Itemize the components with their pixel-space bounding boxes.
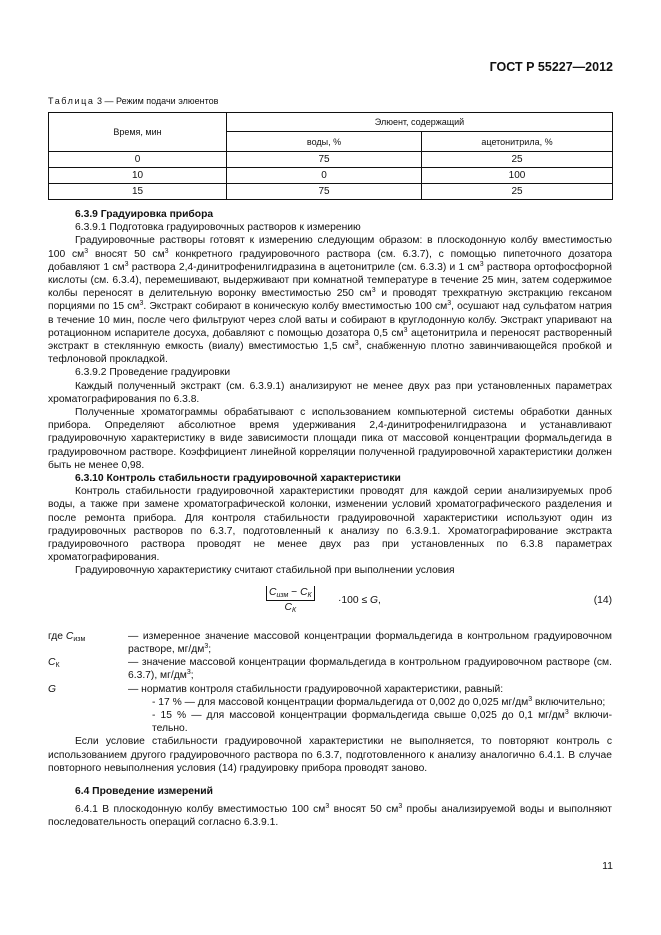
- page-number: 11: [602, 860, 613, 872]
- paragraph-chromatogram-processing: Полученные хроматограммы обрабатывают с использованием компьютерной системы обработки данных прибора. Определяют абсолютное время удерживания 2,4-динитрофенилгидразона и устанавливают градуировочную характеристику в виде зависимости площади пика от массовой концентрации формальдегида в градуировочном растворе. Коэффициент линейной корреляции полученной градуировочной характеристики должен быть не менее 0,98.: [48, 407, 612, 471]
- cell-acetonitrile: 25: [422, 152, 613, 168]
- table-header-row: [49, 113, 613, 132]
- header-water: воды, %: [227, 132, 422, 152]
- formula-denominator: $C_К$: [284, 601, 297, 614]
- table-row: [49, 168, 613, 184]
- cell-water: 75: [227, 152, 422, 168]
- definition-g: G — норматив контроля стабильности градуировочной характеристики, равный:: [48, 683, 504, 695]
- header-time: Время, мин: [49, 113, 227, 152]
- paragraph-repeat-control: Если условие стабильности градуировочной характеристики не выполняется, то повторяют контроль с использованием другого градуировочного раствора по 6.3.7, подготовленного к анализу аналогично 6.4.1. В случае повторного невыполнения условия (14) градуировку прибора проводят заново.: [48, 736, 612, 774]
- section-heading-6-3-9: 6.3.9 Градуировка прибора: [75, 209, 214, 220]
- table-caption-text: 3 — Режим подачи элюентов: [94, 96, 219, 106]
- section-heading-6-4: 6.4 Проведение измерений: [75, 785, 213, 797]
- header-eluent-group: Элюент, содержащий: [227, 113, 613, 132]
- definition-g-item-1: - 17 % — для массовой концентрации формальдегида от 0,002 до 0,025 $мг/дм^3$ включительно;: [152, 695, 606, 708]
- formula-fraction: [266, 586, 315, 615]
- cell-time: 15: [49, 184, 227, 200]
- definition-c-k: $C_К$ — значение массовой концентрации формальдегида в контрольном градуировочном растворе (см. 6.3.7), $мг/дм^3$;: [48, 657, 612, 682]
- paragraph-6-4-1: 6.4.1 В плоскодонную колбу вместимостью 100 $см^3$ вносят 50 $см^3$ пробы анализируемой воды и выполняют последовательность операций согласно 6.3.9.1.: [48, 803, 612, 829]
- body-text: [48, 208, 612, 830]
- paragraph-stability-control: Контроль стабильности градуировочной характеристики проводят для каждой серии анализируемых проб воды, а также при замене хроматографической колонки, изменении условий хроматографического разделения и после ремонта прибора. Для контроля стабильности градуировочной характеристики используют один из градуировочных растворов по 6.3.7, подготовленный к анализу по 6.3.9.1. Хроматографирование экстракта градуировочного раствора проводят не менее двух раз при установленных по 6.3.8 параметрах хроматографирования.: [48, 486, 612, 564]
- formula-numerator: $C_{изм} - C_К$: [266, 586, 315, 601]
- table-caption: [48, 96, 218, 106]
- document-code: ГОСТ Р 55227—2012: [489, 60, 613, 74]
- formula-condition: ·100 ≤ G,: [338, 594, 381, 606]
- eluent-table: [48, 112, 613, 200]
- formula-number: (14): [593, 594, 612, 606]
- definition-c-izm: где $C_{изм}$ — измеренное значение массовой концентрации формальдегида в контрольном градуировочном растворе, $мг/дм^3$;: [48, 630, 612, 655]
- paragraph-6-3-9-1-title: 6.3.9.1 Подготовка градуировочных растворов к измерению: [75, 222, 361, 234]
- cell-acetonitrile: 25: [422, 184, 613, 200]
- paragraph-extract-analysis: Каждый полученный экстракт (см. 6.3.9.1) анализируют не менее двух раз при установленных параметрах хроматографирования по 6.3.8.: [48, 380, 612, 405]
- table-row: [49, 184, 613, 200]
- cell-water: 0: [227, 168, 422, 184]
- cell-water: 75: [227, 184, 422, 200]
- table-row: [49, 152, 613, 168]
- section-heading-6-3-10: 6.3.10 Контроль стабильности градуировочной характеристики: [75, 473, 401, 485]
- cell-time: 0: [49, 152, 227, 168]
- formula-definitions: [48, 630, 612, 736]
- paragraph-6-3-9-2-title: 6.3.9.2 Проведение градуировки: [75, 367, 231, 379]
- paragraph-calibration-preparation: Градуировочные растворы готовят к измерению следующим образом: в плоскодонную колбу вместимостью 100 $см^3$ вносят 50 $см^3$ конкретного градуировочного раствора (см. 6.3.7), с помощью пипеточного дозатора добавляют 1 $см^3$ раствора 2,4-динитрофенилгидразина в ацетонитриле (см. 6.3.3) и 1 $см^3$ раствора ортофосфорной кислоты (см. 6.3.4), перемешивают, выдерживают при комнатной температуре в течение 25 мин, затем содержимое колбы переносят в делительную воронку вместимостью 250 $см^3$ и проводят трехкратную экстракцию гексаном порциями по 15 $см^3$. Экстракт собирают в коническую колбу вместимостью 100 $см^3$, осушают над сульфатом натрия в течение 10 мин, после чего фильтруют через слой ваты и собирают в круглодонную колбу. Экстракт упаривают на ротационном испарителе досуха, добавляют с помощью дозатора 0,5 $см^3$ ацетонитрила и переносят растворенный экстракт в стеклянную емкость (виалу) вместимостью 1,5 $см^3$, снабженную плотно завинчивающейся пробкой и тефлоновой прокладкой.: [48, 235, 613, 366]
- header-acetonitrile: ацетонитрила, %: [422, 132, 613, 152]
- paragraph-stability-condition: Градуировочную характеристику считают стабильной при выполнении условия: [75, 565, 455, 577]
- table-caption-label: Таблица: [48, 96, 95, 106]
- cell-acetonitrile: 100: [422, 168, 613, 184]
- formula-14: [48, 582, 612, 626]
- definition-g-item-2: - 15 % — для массовой концентрации формальдегида свыше 0,025 до 0,1 $мг/дм^3$ включительно.: [152, 708, 612, 735]
- cell-time: 10: [49, 168, 227, 184]
